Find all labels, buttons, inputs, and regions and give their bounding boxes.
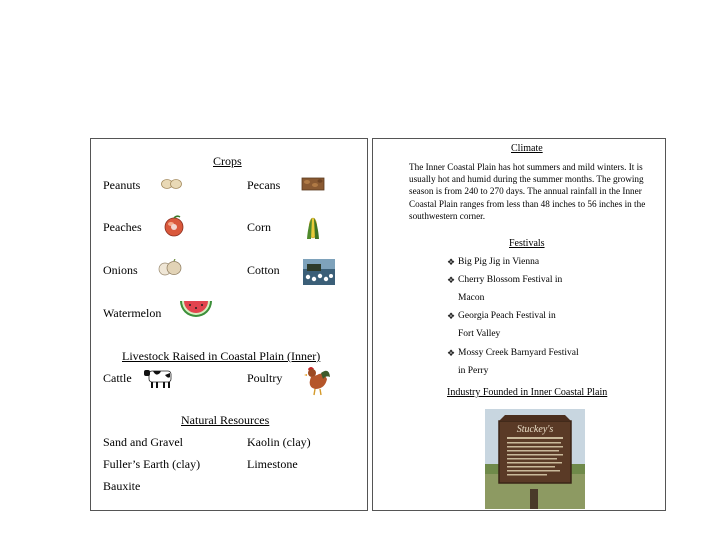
crop-label-onions: Onions <box>103 263 138 277</box>
livestock-label-cattle: Cattle <box>103 371 132 385</box>
left-panel <box>90 138 368 511</box>
crops-heading: Crops <box>213 154 242 168</box>
natural-resources-heading: Natural Resources <box>181 413 270 427</box>
bullet-icon: ❖ <box>447 311 456 321</box>
pecans-icon <box>301 176 325 192</box>
climate-heading: Climate <box>511 143 543 154</box>
onion-icon <box>157 259 183 277</box>
crop-label-peanuts: Peanuts <box>103 178 141 192</box>
festival-3-cont: Fort Valley <box>458 329 501 339</box>
resource-sand-gravel: Sand and Gravel <box>103 435 183 449</box>
festivals-heading: Festivals <box>509 238 545 249</box>
livestock-label-poultry: Poultry <box>247 371 283 385</box>
climate-text: The Inner Coastal Plain has hot summers and mild winters. It is usually hot and humid during the summer months. The growing season is from 240 to 270 days. The annual rainfall in the Inner Coastal Plain ranges from less than 48 inches to 56 inches in the southwestern corner. <box>409 162 646 221</box>
watermelon-icon <box>179 299 213 321</box>
rooster-icon <box>303 365 331 397</box>
corn-icon <box>305 215 321 241</box>
crop-label-corn: Corn <box>247 220 271 234</box>
cow-icon <box>143 365 177 389</box>
resource-limestone: Limestone <box>247 457 298 471</box>
bullet-icon: ❖ <box>447 257 456 267</box>
resource-kaolin: Kaolin (clay) <box>247 435 311 449</box>
festival-4-cont: in Perry <box>458 366 489 376</box>
crop-label-pecans: Pecans <box>247 178 281 192</box>
festival-2: Cherry Blossom Festival in <box>458 275 563 285</box>
resource-fullers-earth: Fuller’s Earth (clay) <box>103 457 201 471</box>
festival-1: Big Pig Jig in Vienna <box>458 257 540 267</box>
peach-icon <box>163 215 185 237</box>
industry-heading: Industry Founded in Inner Coastal Plain <box>447 387 608 398</box>
right-panel <box>372 138 666 511</box>
bullet-icon: ❖ <box>447 275 456 285</box>
stuckeys-marker-photo <box>485 409 585 509</box>
crop-label-watermelon: Watermelon <box>103 306 162 320</box>
festival-2-cont: Macon <box>458 293 485 303</box>
livestock-heading: Livestock Raised in Coastal Plain (Inner) <box>122 349 321 363</box>
festival-4: Mossy Creek Barnyard Festival <box>458 348 579 358</box>
festival-3: Georgia Peach Festival in <box>458 311 556 321</box>
crop-label-cotton: Cotton <box>247 263 280 277</box>
bullet-icon: ❖ <box>447 348 456 358</box>
sign-title: Stuckey's <box>516 424 554 435</box>
peanut-icon <box>161 177 183 191</box>
resource-bauxite: Bauxite <box>103 479 141 493</box>
crop-label-peaches: Peaches <box>103 220 142 234</box>
cotton-field-icon <box>303 259 335 285</box>
